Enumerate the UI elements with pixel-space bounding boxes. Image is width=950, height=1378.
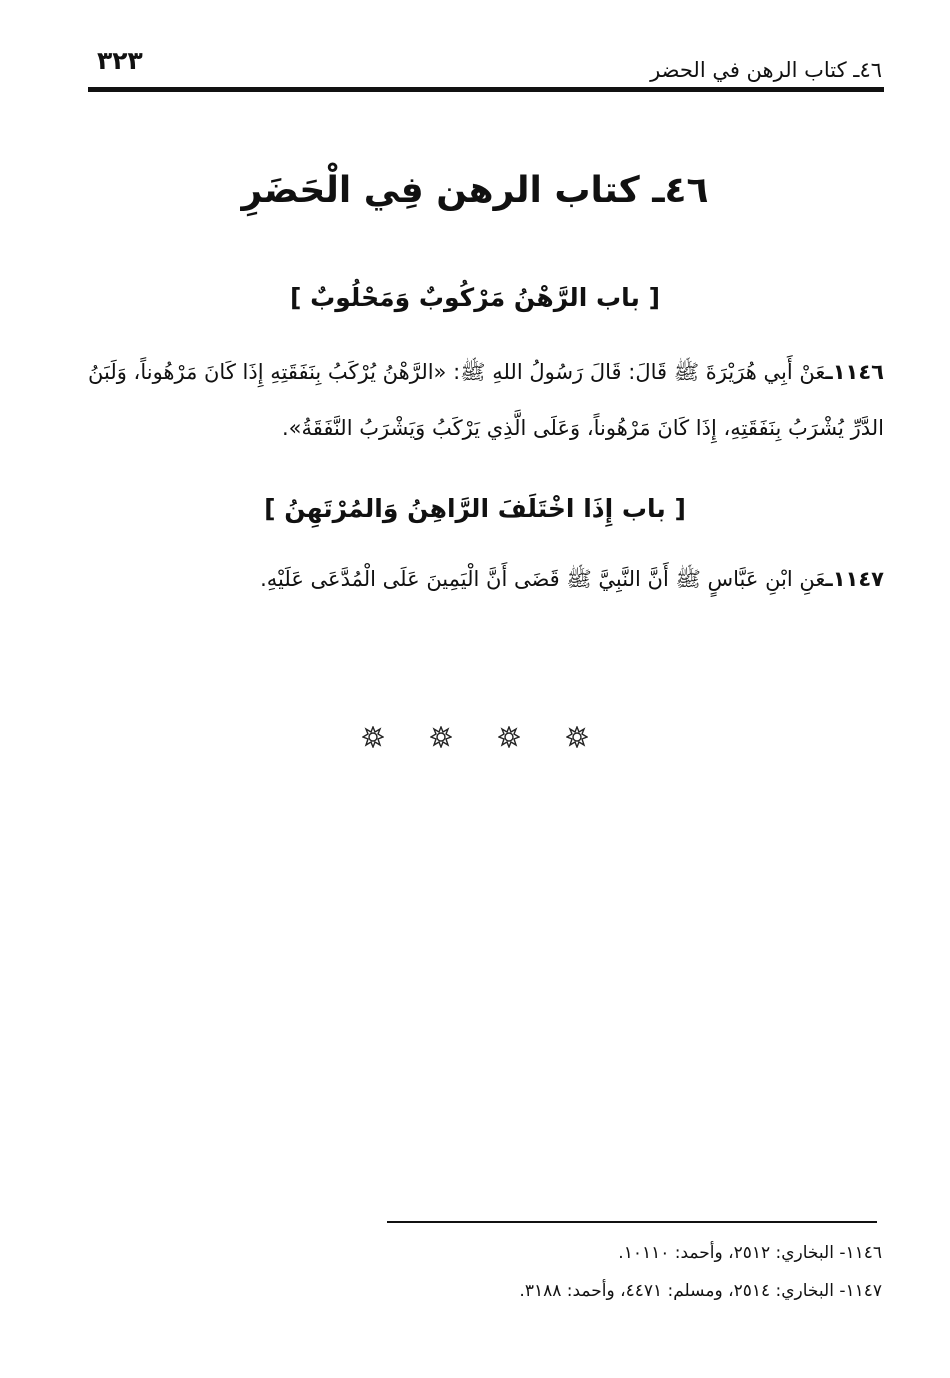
hadith-text: عَنْ أَبِي هُرَيْرَةَ ﷺ قَالَ: قَالَ رَسُولُ اللهِ ﷺ: «الرَّهْنُ يُرْكَبُ بِنَفَقَتِهِ إِذَا كَانَ مَرْهُوناً، وَلَبَنُ الدَّرِّ يُشْرَبُ بِنَفَقَتِهِ، إِذَا كَانَ مَرْهُوناً، وَعَلَى الَّذِي يَرْكَبُ وَيَشْرَبُ النَّفَقَةُ».	[88, 360, 884, 440]
footnote-divider	[387, 1221, 877, 1223]
hadith-text: عَنِ ابْنِ عَبَّاسٍ ﷺ أَنَّ النَّبِيَّ ﷺ قَضَى أَنَّ الْيَمِينَ عَلَى الْمُدَّعَى عَلَيْهِ.	[260, 567, 826, 591]
footnote-1: ١١٤٦- البخاري: ٢٥١٢، وأحمد: ١٠١١٠.	[618, 1243, 882, 1263]
page-number: ٣٢٣	[97, 46, 143, 75]
book-title: ٤٦ـ كتاب الرهن فِي الْحَضَرِ	[241, 170, 709, 211]
running-header-title: ٤٦ـ كتاب الرهن في الحضر	[650, 58, 882, 82]
flower-ornament-icon	[498, 726, 520, 748]
section-end-ornaments	[0, 726, 950, 756]
chapter-heading-2: [ باب إِذَا اخْتَلَفَ الرَّاهِنُ وَالمُرْتَهِنُ ]	[264, 494, 686, 523]
hadith-1	[88, 344, 884, 456]
hadith-2	[88, 551, 884, 607]
flower-ornament-icon	[430, 726, 452, 748]
header-divider	[88, 87, 884, 92]
hadith-number: ١١٤٧ـ	[825, 567, 884, 591]
footnote-2: ١١٤٧- البخاري: ٢٥١٤، ومسلم: ٤٤٧١، وأحمد: ٣١٨٨.	[519, 1281, 882, 1301]
flower-ornament-icon	[362, 726, 384, 748]
chapter-heading-1: [ باب الرَّهْنُ مَرْكُوبٌ وَمَحْلُوبٌ ]	[289, 283, 660, 312]
flower-ornament-icon	[566, 726, 588, 748]
hadith-number: ١١٤٦ـ	[825, 360, 884, 384]
